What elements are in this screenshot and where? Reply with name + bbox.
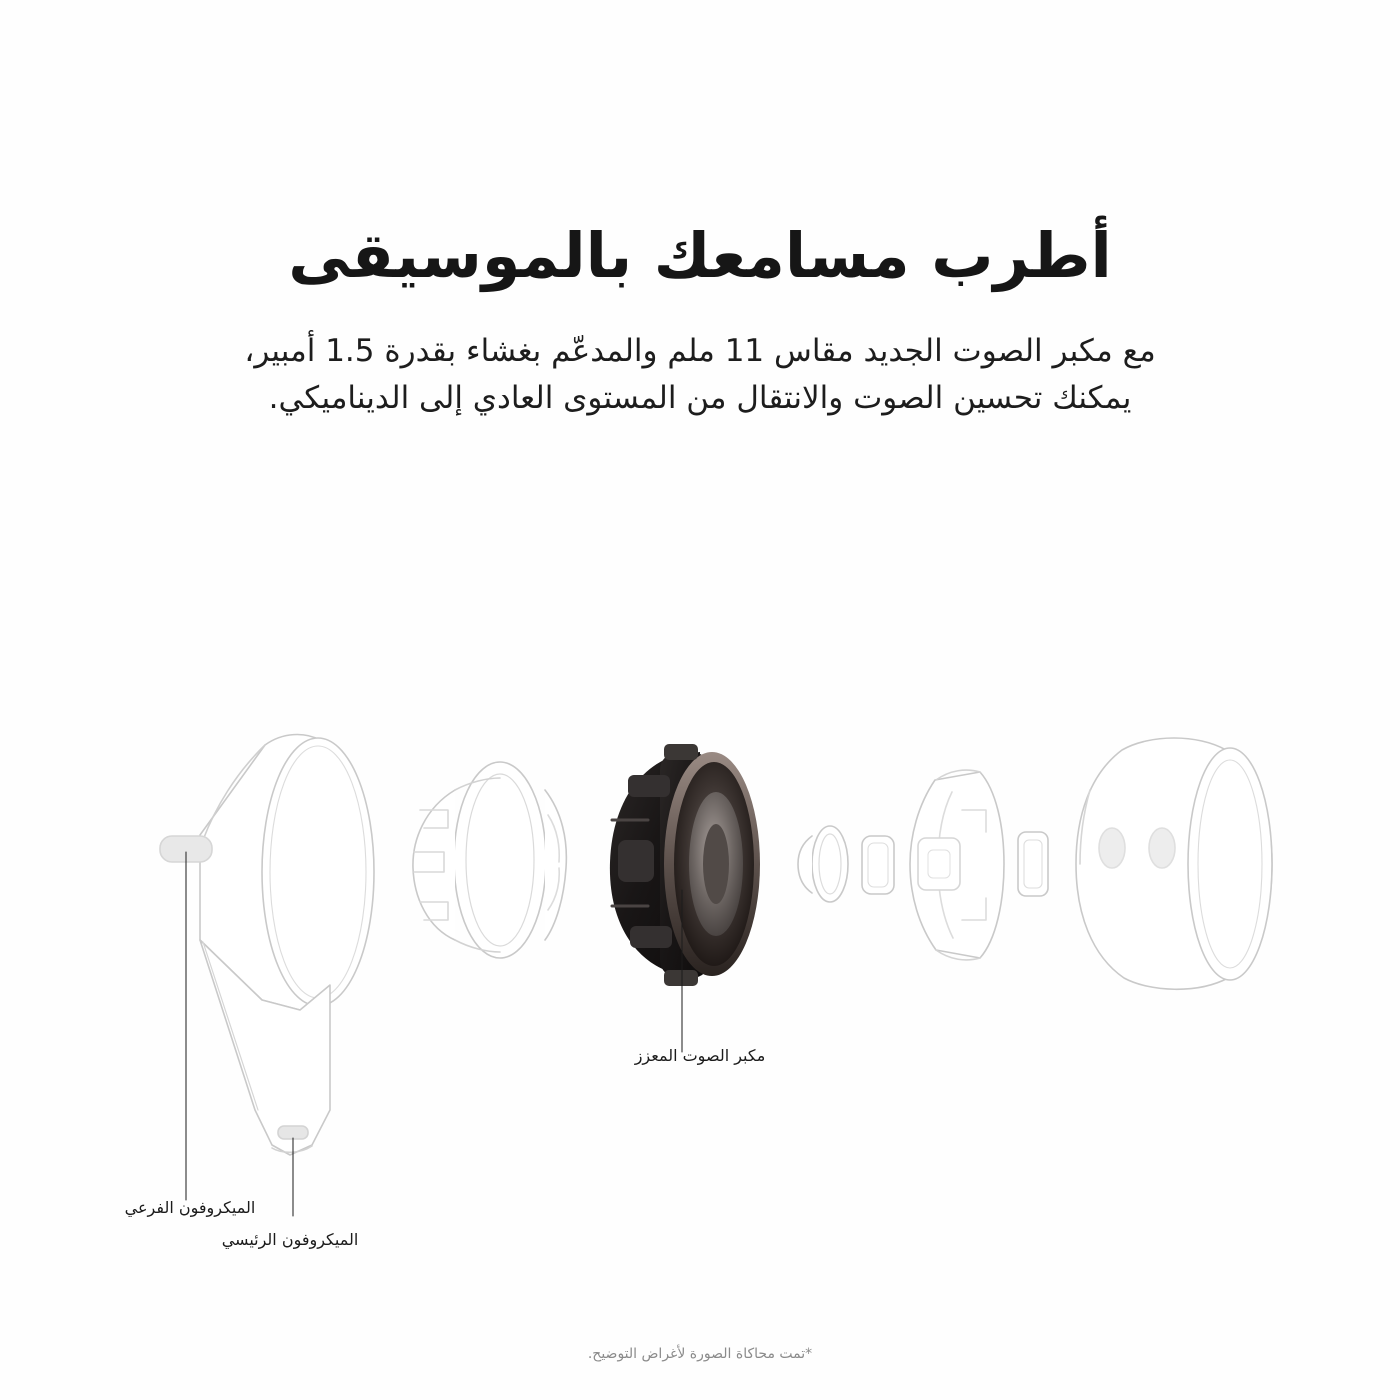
- footnote-disclaimer: *تمت محاكاة الصورة لأغراض التوضيح.: [587, 1346, 813, 1362]
- exploded-earbud-diagram: [0, 640, 1400, 1280]
- header-block: [0, 218, 1400, 422]
- callout-sub-mic-label: الميكروفون الفرعي: [124, 1198, 256, 1217]
- part-contact-plate: [1018, 832, 1048, 896]
- part-earbud-stem-shell: [160, 735, 374, 1155]
- part-antenna-bracket: [910, 770, 1004, 960]
- part-ear-tip-housing: [1076, 738, 1272, 989]
- page-subtitle: مع مكبر الصوت الجديد مقاس 11 ملم والمدعّم بغشاء بقدرة 1.5 أمبير، يمكنك تحسين الصوت والانتقال من المستوى العادي إلى الديناميكي.: [244, 332, 1156, 416]
- callout-main-mic-label: الميكروفون الرئيسي: [221, 1230, 359, 1249]
- part-enhanced-speaker-driver: [610, 744, 760, 986]
- part-rectangular-module: [862, 836, 894, 894]
- diagram-svg: [0, 640, 1400, 1280]
- callout-driver-label: مكبر الصوت المعزز: [634, 1046, 766, 1065]
- page-title: أطرب مسامعك بالموسيقى: [288, 219, 1112, 292]
- part-inner-frame-ring: [413, 762, 566, 958]
- part-small-ring-component: [798, 826, 848, 902]
